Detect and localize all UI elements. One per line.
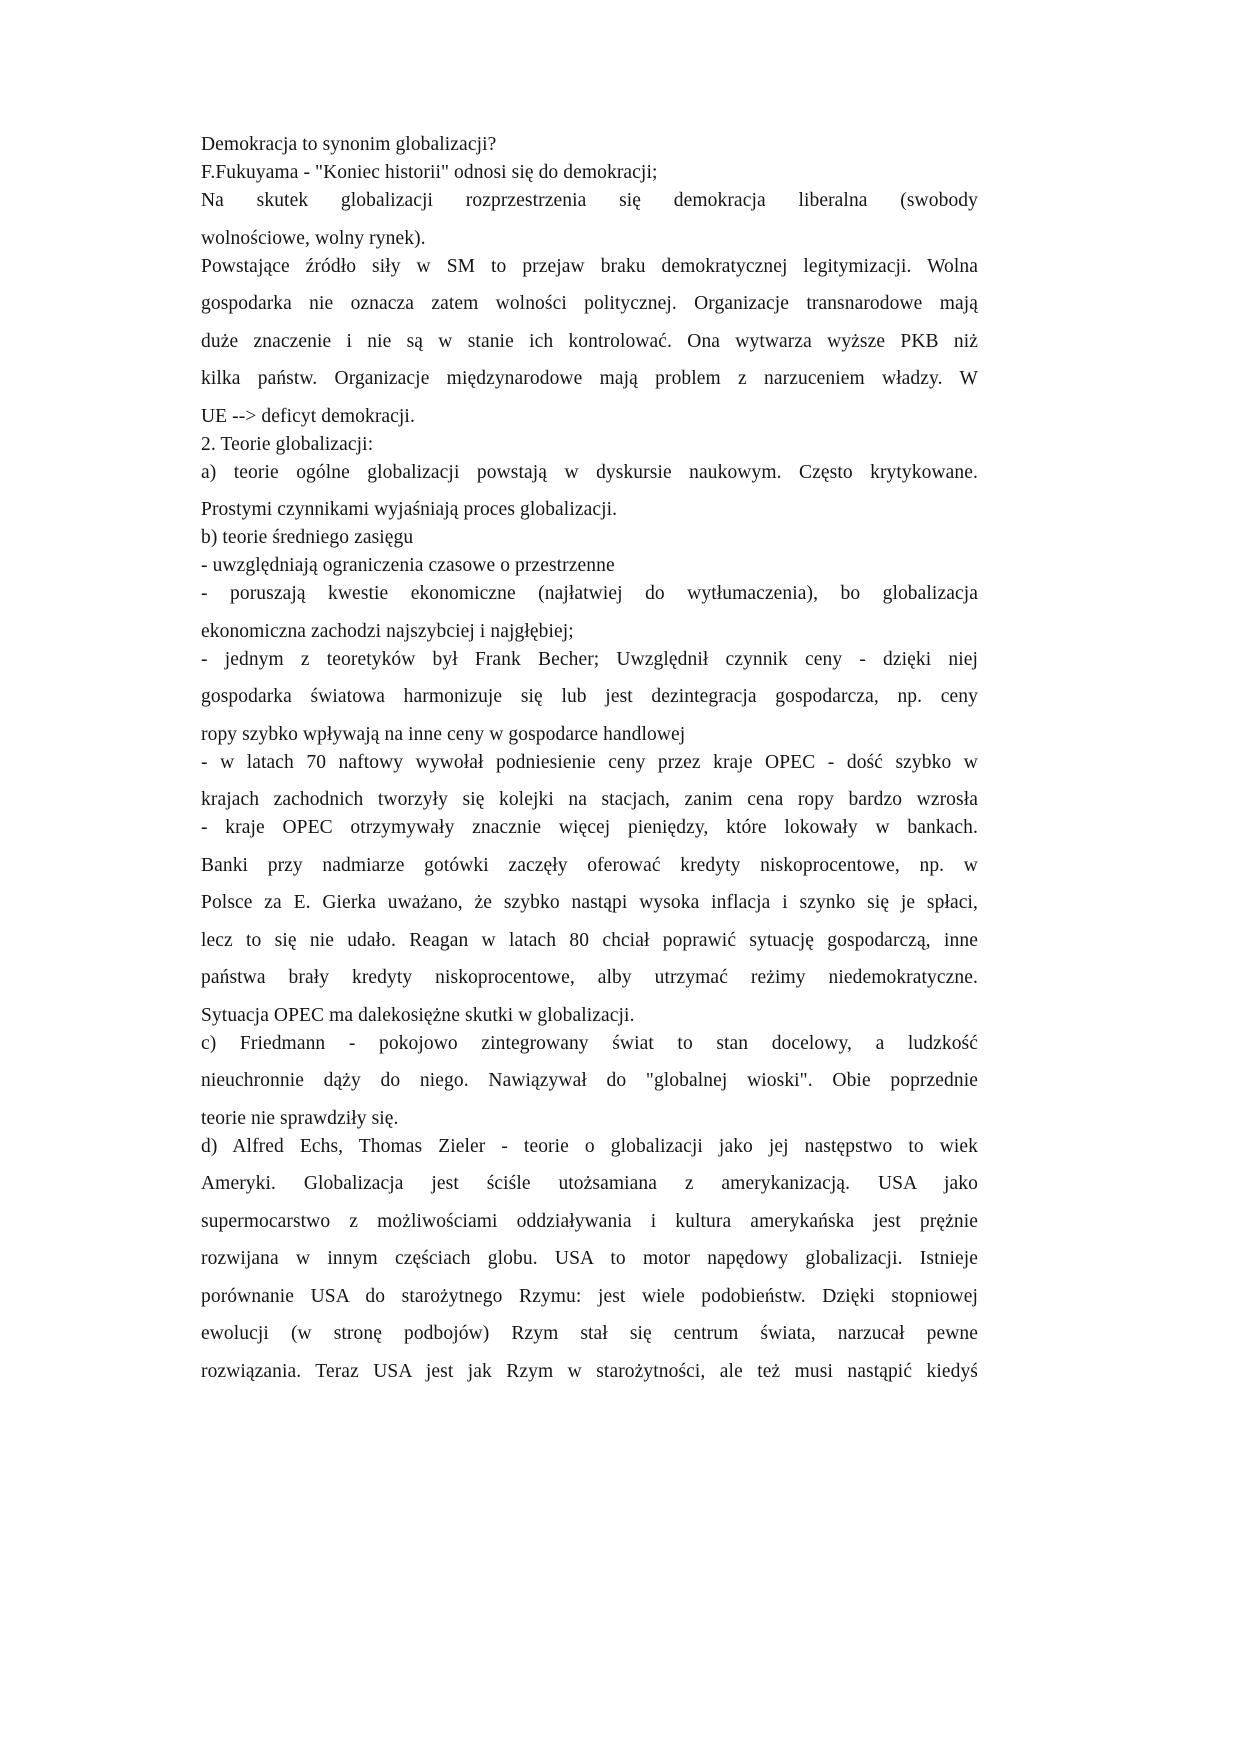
text-line: państwa brały kredyty niskoprocentowe, alby utrzymać reżimy niedemokratyczne. (201, 967, 978, 988)
text-line: porównanie USA do starożytnego Rzymu: jest wiele podobieństw. Dzięki stopniowej (201, 1285, 978, 1307)
text-line: Na skutek globalizacji rozprzestrzenia się demokracja liberalna (swobody (201, 190, 978, 211)
text-line: lecz to się nie udało. Reagan w latach 80 chciał poprawić sytuację gospodarczą, inne (201, 929, 978, 951)
text-line: ewolucji (w stronę podbojów) Rzym stał się centrum świata, narzucał pewne (201, 1323, 978, 1344)
text-line: kilka państw. Organizacje międzynarodowe mają problem z narzuceniem władzy. W (201, 368, 978, 389)
text-line: ropy szybko wpływają na inne ceny w gospodarce handlowej (201, 723, 686, 745)
text-line: a) teorie ogólne globalizacji powstają w dyskursie naukowym. Często krytykowane. (201, 461, 978, 483)
text-line: ekonomiczna zachodzi najszybciej i najgłębiej; (201, 620, 574, 642)
text-line: 2. Teorie globalizacji: (201, 433, 374, 455)
text-line: UE --> deficyt demokracji. (201, 405, 415, 427)
text-line: - kraje OPEC otrzymywały znacznie więcej pieniędzy, które lokowały w bankach. (201, 817, 978, 838)
text-line: - poruszają kwestie ekonomiczne (najłatwiej do wytłumaczenia), bo globalizacja (201, 583, 978, 604)
text-line: teorie nie sprawdziły się. (201, 1107, 399, 1129)
text-line: Powstające źródło siły w SM to przejaw braku demokratycznej legitymizacji. Wolna (201, 255, 978, 277)
text-line: nieuchronnie dąży do niego. Nawiązywał do "globalnej wioski". Obie poprzednie (201, 1070, 978, 1091)
text-line: - w latach 70 naftowy wywołał podniesienie ceny przez kraje OPEC - dość szybko w (201, 751, 978, 773)
text-line: Prostymi czynnikami wyjaśniają proces globalizacji. (201, 499, 618, 520)
text-line: b) teorie średniego zasięgu (201, 527, 414, 548)
text-line: d) Alfred Echs, Thomas Zieler - teorie o globalizacji jako jej następstwo to wiek (201, 1135, 978, 1157)
text-line: krajach zachodnich tworzyły się kolejki na stacjach, zanim cena ropy bardzo wzrosła (201, 789, 978, 810)
text-line: Demokracja to synonim globalizacji? (201, 134, 497, 155)
text-line: rozwijana w innym częściach globu. USA to motor napędowy globalizacji. Istnieje (201, 1248, 978, 1269)
text-line: gospodarka nie oznacza zatem wolności politycznej. Organizacje transnarodowe mają (201, 293, 978, 314)
text-line: duże znaczenie i nie są w stanie ich kontrolować. Ona wytwarza wyższe PKB niż (201, 330, 978, 352)
text-line: F.Fukuyama - "Koniec historii" odnosi się do demokracji; (201, 162, 658, 183)
text-line: Ameryki. Globalizacja jest ściśle utożsamiana z amerykanizacją. USA jako (201, 1173, 978, 1194)
text-line: rozwiązania. Teraz USA jest jak Rzym w starożytności, ale też musi nastąpić kiedyś (201, 1360, 978, 1382)
text-line: - uwzględniają ograniczenia czasowe o przestrzenne (201, 555, 615, 576)
text-line: Banki przy nadmiarze gotówki zaczęły oferować kredyty niskoprocentowe, np. w (201, 854, 978, 876)
text-line: Polsce za E. Gierka uważano, że szybko nastąpi wysoka inflacja i szynko się je spłaci, (201, 892, 978, 913)
text-line: c) Friedmann - pokojowo zintegrowany świat to stan docelowy, a ludzkość (201, 1032, 978, 1054)
text-line: wolnościowe, wolny rynek). (201, 227, 426, 249)
text-line: supermocarstwo z możliwościami oddziaływania i kultura amerykańska jest prężnie (201, 1210, 978, 1232)
document-body (201, 131, 978, 1386)
text-line: - jednym z teoretyków był Frank Becher; Uwzględnił czynnik ceny - dzięki niej (201, 648, 978, 670)
text-line: gospodarka światowa harmonizuje się lub jest dezintegracja gospodarcza, np. ceny (201, 686, 978, 707)
text-line: Sytuacja OPEC ma dalekosiężne skutki w globalizacji. (201, 1004, 635, 1026)
